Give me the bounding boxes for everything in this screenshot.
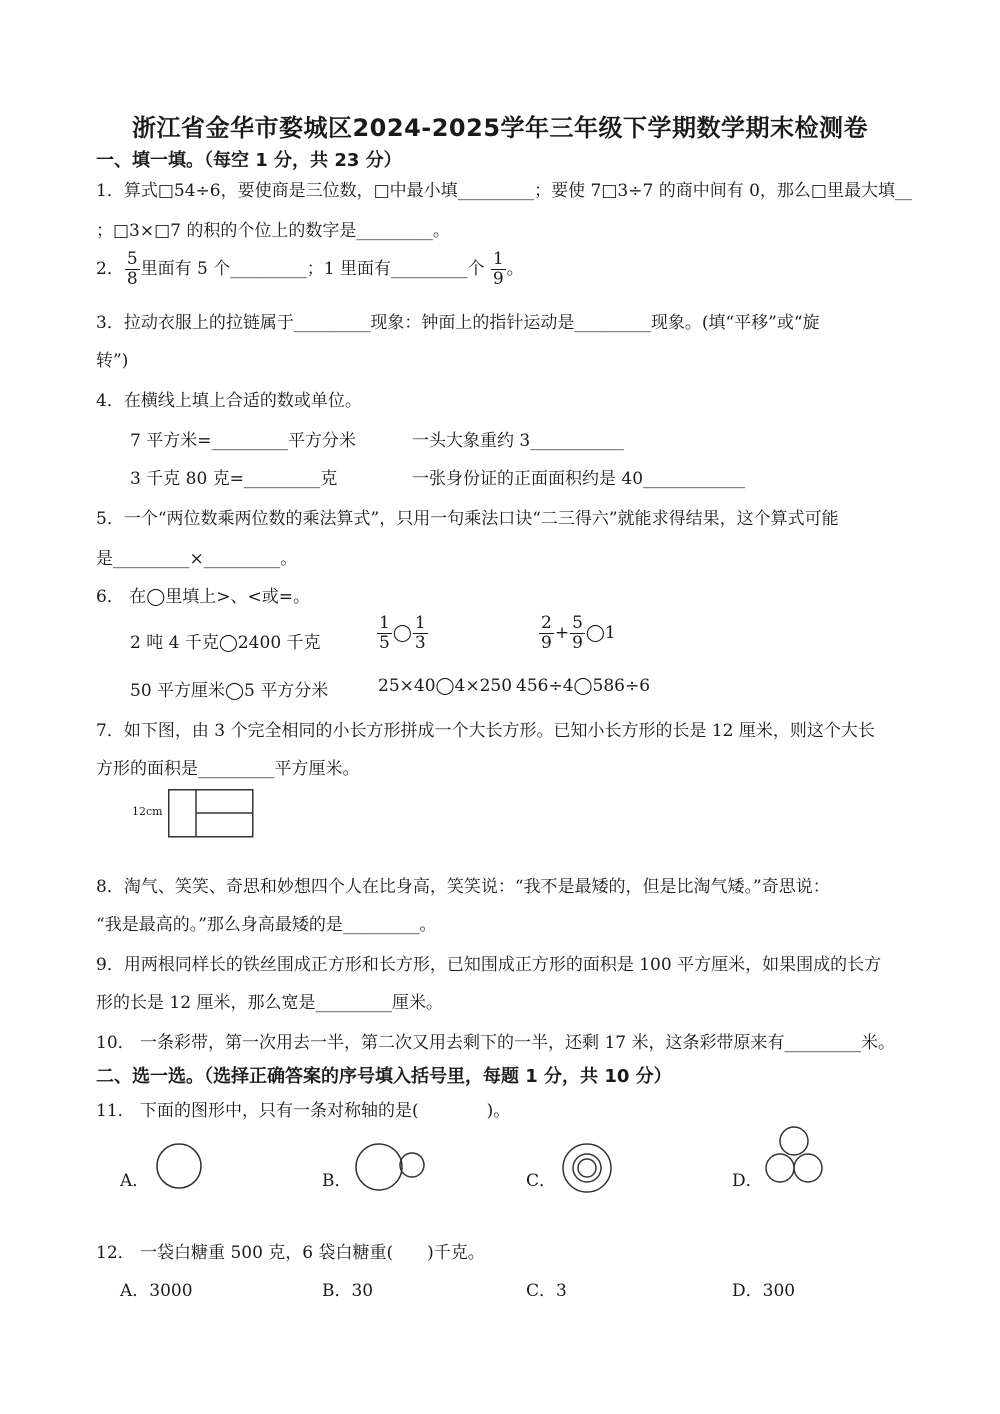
- option-c-3: C．3: [526, 1281, 567, 1301]
- question-5-line-2: 是_________×_________。: [96, 549, 298, 569]
- question-4-item-a: 7 平方米=_________平方分米: [130, 431, 356, 451]
- shape-d-three-circles: [764, 1126, 826, 1186]
- fraction-2-9: [539, 614, 554, 653]
- question-4-item-d: 一张身份证的正面面积约是 40____________: [412, 469, 746, 489]
- question-11-stem: 11． 下面的图形中，只有一条对称轴的是( )。: [96, 1101, 511, 1121]
- question-12-stem: 12． 一袋白糖重 500 克，6 袋白糖重( )千克。: [96, 1243, 485, 1263]
- fraction-numerator: 2: [541, 613, 552, 633]
- option-d-label: D．: [732, 1171, 763, 1191]
- fraction-numerator: 5: [572, 613, 583, 633]
- question-6-item-a: 2 吨 4 千克◯2400 千克: [130, 633, 321, 653]
- option-b-30: B．30: [322, 1281, 374, 1301]
- question-2: [96, 250, 524, 289]
- question-5-line-1: 5．一个“两位数乘两位数的乘法算式”，只用一句乘法口诀“二三得六”就能求得结果，这个算式可能: [96, 509, 839, 529]
- fraction-denominator: 9: [492, 269, 504, 289]
- question-10: 10． 一条彩带，第一次用去一半，第二次又用去剩下的一半，还剩 17 米，这条彩带原来有_________米。: [96, 1033, 895, 1053]
- question-3-line-1: 3．拉动衣服上的拉链属于_________现象：钟面上的指针运动是_________现象。(填“平移”或“旋: [96, 313, 820, 333]
- middle-circle-shape: [573, 1154, 601, 1182]
- question-6-item-f: 456÷4◯586÷6: [516, 676, 651, 696]
- left-circle-shape: [766, 1154, 794, 1182]
- fraction-numerator: 1: [492, 249, 504, 269]
- fraction-1-9: [491, 250, 506, 289]
- plus-sign: +: [554, 623, 570, 643]
- question-6-item-c: [538, 614, 616, 653]
- fraction-numerator: 1: [379, 613, 390, 633]
- option-b-label: B．: [322, 1171, 352, 1191]
- question-4-item-c: 3 千克 80 克=_________克: [130, 469, 338, 489]
- shape-a-single-circle: [156, 1143, 204, 1191]
- question-2-suffix: 。: [506, 259, 524, 279]
- rectangle-figure-label: 12cm: [132, 805, 163, 818]
- shape-b-two-circles: [356, 1143, 428, 1193]
- page-title: 浙江省金华市婺城区2024-2025学年三年级下学期数学期末检测卷: [131, 114, 869, 142]
- fraction-denominator: 9: [541, 633, 552, 653]
- fraction-numerator: 1: [414, 613, 426, 633]
- question-6-item-d: 50 平方厘米◯5 平方分米: [130, 681, 329, 701]
- fraction-denominator: 5: [379, 633, 390, 653]
- circle-shape: [157, 1144, 201, 1188]
- question-6-stem: 6． 在◯里填上>、<或=。: [96, 587, 310, 607]
- compare-circle: ◯: [392, 623, 412, 643]
- fraction-1-5: [377, 614, 392, 653]
- small-circle-shape: [400, 1153, 424, 1177]
- question-4-item-b: 一头大象重约 3___________: [412, 431, 624, 451]
- question-3-line-2: 转”): [96, 351, 129, 371]
- question-8-line-1: 8．淘气、笑笑、奇思和妙想四个人在比身高，笑笑说：“我不是最矮的，但是比淘气矮。”奇思说：: [96, 877, 830, 897]
- option-c-label: C．: [526, 1171, 557, 1191]
- fraction-5-9: [570, 614, 585, 653]
- section-1-heading: 一、填一填。（每空 1 分，共 23 分）: [96, 150, 402, 171]
- large-circle-shape: [356, 1144, 402, 1190]
- compare-circle-tail: ◯1: [585, 623, 616, 643]
- rectangle-figure: [168, 789, 254, 839]
- option-d-300: D．300: [732, 1281, 796, 1301]
- top-circle-shape: [780, 1127, 808, 1155]
- question-6-item-b: [376, 614, 429, 653]
- fraction-5-8: [125, 250, 140, 289]
- question-9-line-2: 形的长是 12 厘米，那么宽是_________厘米。: [96, 993, 443, 1013]
- question-6-item-e: 25×40◯4×250: [378, 676, 513, 696]
- question-8-line-2: “我是最高的。”那么身高最矮的是_________。: [96, 915, 437, 935]
- question-1-line-2: ；□3×□7 的积的个位上的数字是_________。: [96, 221, 450, 241]
- question-2-text: 里面有 5 个_________；1 里面有_________个: [140, 259, 485, 279]
- fraction-numerator: 5: [126, 249, 138, 269]
- option-a-3000: A．3000: [120, 1281, 193, 1301]
- fraction-denominator: 3: [414, 633, 426, 653]
- fraction-denominator: 8: [126, 269, 138, 289]
- question-1-line-1: 1．算式□54÷6，要使商是三位数，□中最小填_________；要使 7□3÷7 的商中间有 0，那么□里最大填__: [96, 181, 912, 201]
- question-4-stem: 4．在横线上填上合适的数或单位。: [96, 391, 362, 411]
- question-2-prefix: 2．: [96, 259, 124, 279]
- question-7-line-2: 方形的面积是_________平方厘米。: [96, 759, 360, 779]
- question-9-line-1: 9．用两根同样长的铁丝围成正方形和长方形，已知围成正方形的面积是 100 平方厘米，如果围成的长方: [96, 955, 882, 975]
- section-2-heading: 二、选一选。（选择正确答案的序号填入括号里，每题 1 分，共 10 分）: [96, 1066, 672, 1087]
- outer-circle-shape: [563, 1144, 611, 1192]
- shape-c-concentric-circles: [562, 1143, 614, 1195]
- fraction-denominator: 9: [572, 633, 583, 653]
- fraction-1-3: [413, 614, 428, 653]
- option-a-label: A．: [120, 1171, 150, 1191]
- inner-circle-shape: [578, 1159, 596, 1177]
- question-7-line-1: 7．如下图，由 3 个完全相同的小长方形拼成一个大长方形。已知小长方形的长是 12 厘米，则这个大长: [96, 721, 875, 741]
- right-circle-shape: [794, 1154, 822, 1182]
